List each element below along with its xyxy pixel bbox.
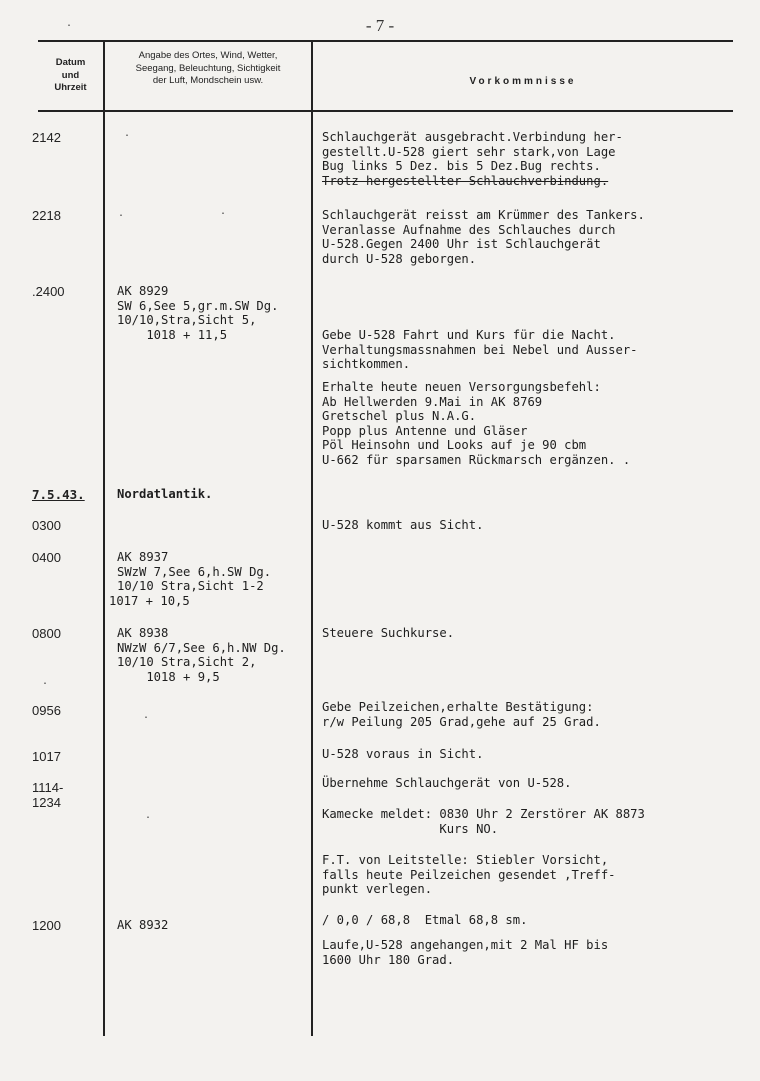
event-text: Schlauchgerät ausgebracht.Verbindung her- gestellt.U-528 giert sehr stark,von Lage Bug links 5 Dez. bis 5 Dez.Bug rechts. Trotz hergestellter Schlauchverbindung. bbox=[322, 130, 623, 188]
stray-mark: . bbox=[124, 128, 131, 139]
entry-time: 2142 bbox=[32, 130, 61, 145]
column-divider-1 bbox=[103, 40, 105, 1036]
event-text: / 0,0 / 68,8 Etmal 68,8 sm. bbox=[322, 913, 528, 927]
event-text: F.T. von Leitstelle: Stiebler Vorsicht, falls heute Peilzeichen gesendet ,Treff- punkt verlegen. bbox=[322, 853, 616, 897]
stray-mark: . bbox=[143, 710, 150, 721]
location-text: AK 8938 NWzW 6/7,See 6,h.NW Dg. 10/10 Stra,Sicht 2, 1018 + 9,5 bbox=[117, 626, 286, 684]
stray-mark: . bbox=[118, 208, 125, 219]
event-text: Gebe U-528 Fahrt und Kurs für die Nacht. Verhaltungsmassnahmen bei Nebel und Ausser- sichtkommen. bbox=[322, 328, 638, 372]
header-events: Vorkommnisse bbox=[469, 76, 577, 87]
event-text: Erhalte heute neuen Versorgungsbefehl: Ab Hellwerden 9.Mai in AK 8769 Gretschel plus N.A.G. Popp plus Antenne und Gläser Pöl Heinsohn und Looks auf je 90 cbm U-662 für sparsamen Rückmarsch ergänzen. . bbox=[322, 380, 631, 467]
entry-time: 0800 bbox=[32, 626, 61, 641]
stray-mark: . bbox=[220, 206, 227, 217]
entry-time: .2400 bbox=[32, 284, 65, 299]
event-text: Übernehme Schlauchgerät von U-528. bbox=[322, 776, 572, 790]
location-text: AK 8929 SW 6,See 5,gr.m.SW Dg. 10/10,Stra,Sicht 5, 1018 + 11,5 bbox=[117, 284, 279, 342]
table-top-rule bbox=[38, 40, 733, 42]
entry-time: 0300 bbox=[32, 518, 61, 533]
event-text: Laufe,U-528 angehangen,mit 2 Mal HF bis 1600 Uhr 180 Grad. bbox=[322, 938, 609, 967]
event-text: Steuere Suchkurse. bbox=[322, 626, 455, 640]
stray-mark: . bbox=[145, 810, 152, 821]
entry-time: 2218 bbox=[32, 208, 61, 223]
header-bottom-rule bbox=[38, 110, 733, 112]
entry-time: 0400 bbox=[32, 550, 61, 565]
header-location: Angabe des Ortes, Wind, Wetter, Seegang, Beleuchtung, Sichtigkeit der Luft, Mondschein usw. bbox=[135, 50, 281, 86]
date-heading: 7.5.43. bbox=[32, 487, 85, 502]
event-text: Schlauchgerät reisst am Krümmer des Tankers. Veranlasse Aufnahme des Schlauches durch U-528.Gegen 2400 Uhr ist Schlauchgerät durch U-528 geborgen. bbox=[322, 208, 645, 266]
event-text: U-528 kommt aus Sicht. bbox=[322, 518, 484, 532]
stray-mark: . bbox=[42, 676, 49, 687]
header-date-time: Datum und Uhrzeit bbox=[54, 57, 87, 93]
entry-time: 1114- 1234 bbox=[32, 780, 64, 810]
entry-time: 1200 bbox=[32, 918, 61, 933]
event-text: Kamecke meldet: 0830 Uhr 2 Zerstörer AK 8873 Kurs NO. bbox=[322, 807, 645, 836]
entry-time: 0956 bbox=[32, 703, 61, 718]
location-text: AK 8932 bbox=[117, 918, 169, 932]
event-text: U-528 voraus in Sicht. bbox=[322, 747, 484, 761]
column-divider-2 bbox=[311, 40, 313, 1036]
location-text: AK 8937 SWzW 7,See 6,h.SW Dg. 10/10 Stra,Sicht 1-2 1017 + 10,5 bbox=[109, 550, 272, 608]
stray-mark: . bbox=[66, 18, 73, 29]
page-number: - 7 - bbox=[365, 16, 395, 35]
entry-time: 1017 bbox=[32, 749, 61, 764]
location-text: Nordatlantik. bbox=[117, 487, 213, 501]
event-text: Gebe Peilzeichen,erhalte Bestätigung: r/w Peilung 205 Grad,gehe auf 25 Grad. bbox=[322, 700, 601, 729]
